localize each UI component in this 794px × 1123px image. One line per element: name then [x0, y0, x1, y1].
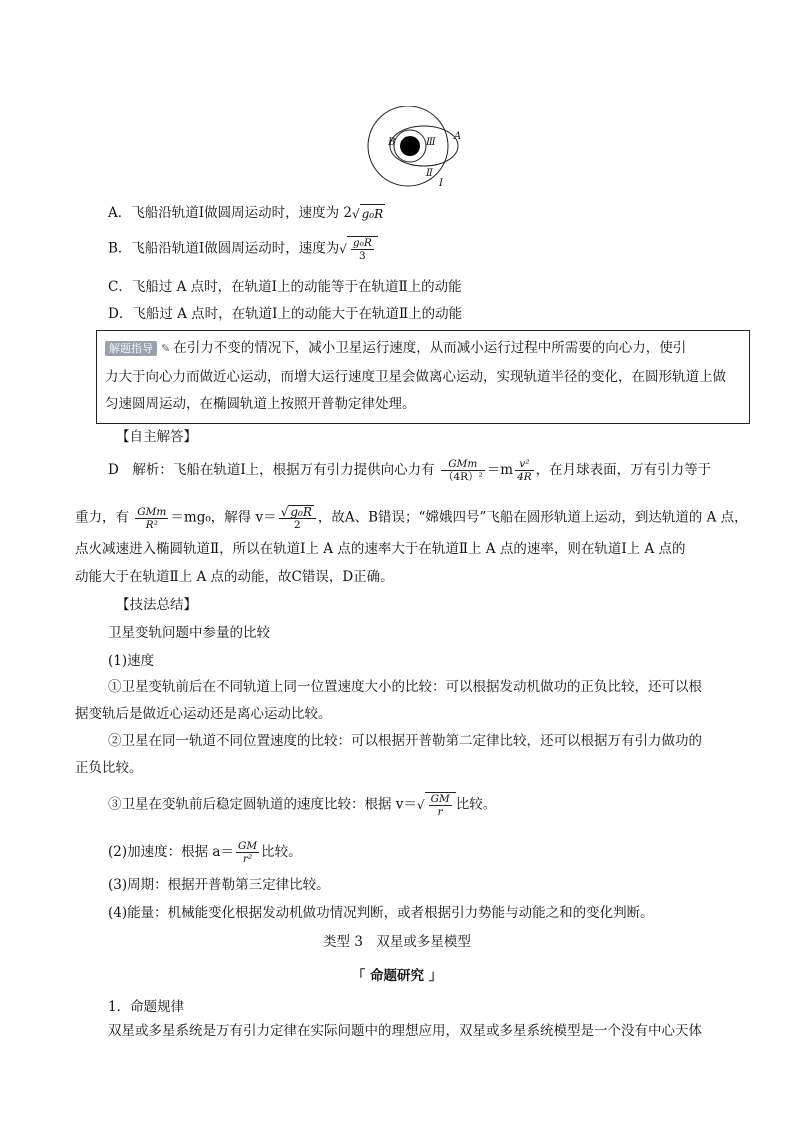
summary-heading: 【技法总结】 [116, 597, 197, 613]
summary-p2b: 正负比较。 [75, 760, 143, 776]
fraction-v2-4r: $\frac{\text{v²}}{4R}$ [517, 458, 532, 483]
summary-p2a: ②卫星在同一轨道不同位置速度的比较：可以根据开普勒第二定律比较，还可以根据万有引力做功的 [108, 733, 702, 749]
answer-heading: 【自主解答】 [116, 429, 197, 445]
summary-p3: ③卫星在变轨前后稳定圆轨道的速度比较：根据 v＝√ $\frac{GM}{r}$ 比较。 [108, 793, 497, 818]
answer-line-1: D 解析：飞船在轨道Ⅰ上，根据万有引力提供向心力有 $\frac{\text{GMm}}{\text{（4R）²}}$ ＝m $\frac{\text{v²}}{4R}$ ，在月球表面，万有引力等于 [108, 458, 712, 483]
label-orbit-2: Ⅱ [426, 168, 433, 179]
label-b: B [388, 137, 396, 148]
guide-line-2: 力大于向心力而做近心运动，而增大运行速度卫星会做离心运动，实现轨道半径的变化，在圆形轨道上做 [105, 369, 726, 385]
type-title: 类型 3 双星或多星模型 [323, 934, 471, 950]
option-a [108, 204, 385, 223]
sqrt-gm-r: √ $\frac{GM}{r}$ [417, 792, 456, 818]
label-a: A [454, 131, 462, 142]
rule-heading: 1．命题规律 [108, 999, 185, 1015]
answer-line-3: 点火减速进入椭圆轨道Ⅱ，所以在轨道Ⅰ上 A 点的速率大于在轨道Ⅱ上 A 点的速率，则在轨道Ⅰ上 A 点的 [75, 541, 686, 557]
moon-body [400, 136, 420, 156]
label-orbit-3: Ⅲ [426, 137, 436, 148]
fraction-gm-r2: $\frac{GM}{\text{r²}}$ [237, 840, 258, 865]
rule-text: 双星或多星系统是万有引力定律在实际问题中的理想应用，双星或多星系统模型是一个没有中心天体 [108, 1023, 702, 1039]
option-c: C．飞船过 A 点时，在轨道Ⅰ上的动能等于在轨道Ⅱ上的动能 [108, 279, 462, 295]
summary-p1b: 据变轨后是做近心运动还是离心运动比较。 [75, 706, 332, 722]
option-b-text: B．飞船沿轨道Ⅰ做圆周运动时，速度为 [108, 240, 340, 257]
label-orbit-1: Ⅰ [439, 178, 443, 189]
summary-accel: (2)加速度：根据 a＝ $\frac{GM}{\text{r²}}$ 比较。 [108, 840, 302, 865]
summary-period: (3)周期：根据开普勒第三定律比较。 [108, 877, 330, 893]
pen-icon: ✎ [161, 342, 171, 355]
option-d: D．飞船过 A 点时，在轨道Ⅰ上的动能大于在轨道Ⅱ上的动能 [108, 306, 463, 322]
option-b-sqrt: √ $\frac{\text{g₀R}}{3}$ [339, 236, 378, 262]
guide-line-3: 匀速圆周运动，在椭圆轨道上按照开普勒定律处理。 [105, 396, 416, 412]
summary-speed: (1)速度 [108, 653, 155, 669]
option-a-sqrt: √ g₀R [352, 204, 385, 223]
guide-box [96, 330, 750, 424]
fraction-gmm-r2: $\frac{\text{GMm}}{\text{R²}}$ [137, 505, 167, 531]
fraction-sqrt-g0r-2: $\frac{\text{√ g₀R}}{2}$ [279, 505, 316, 531]
fraction-gmm-4r: $\frac{\text{GMm}}{\text{（4R）²}}$ [442, 458, 483, 483]
guide-badge: 解题指导 [105, 341, 157, 356]
orbit-diagram [366, 106, 466, 196]
summary-title: 卫星变轨问题中参量的比较 [108, 625, 270, 641]
answer-line-2: 重力，有 $\frac{\text{GMm}}{\text{R²}}$ ＝mg₀，解得 v＝ $\frac{\text{√ g₀R}}{2}$ ，故A、B错误；“嫦娥四号”飞船在圆形轨道上运动，到达轨道的 A 点， [75, 505, 748, 531]
option-b [108, 236, 378, 262]
guide-line-1: 解题指导 ✎ 在引力不变的情况下，减小卫星运行速度，从而减小运行过程中所需要的向心力，使引 [105, 339, 686, 358]
answer-line-4: 动能大于在轨道Ⅱ上 A 点的动能，故C错误，D正确。 [75, 569, 394, 585]
research-title: 「 命题研究 」 [351, 968, 443, 984]
summary-energy: (4)能量：机械能变化根据发动机做功情况判断，或者根据引力势能与动能之和的变化判断。 [108, 905, 654, 921]
summary-p1a: ①卫星变轨前后在不同轨道上同一位置速度大小的比较：可以根据发动机做功的正负比较，还可以根 [108, 679, 702, 695]
option-a-text: A．飞船沿轨道Ⅰ做圆周运动时，速度为 2 [108, 205, 352, 221]
